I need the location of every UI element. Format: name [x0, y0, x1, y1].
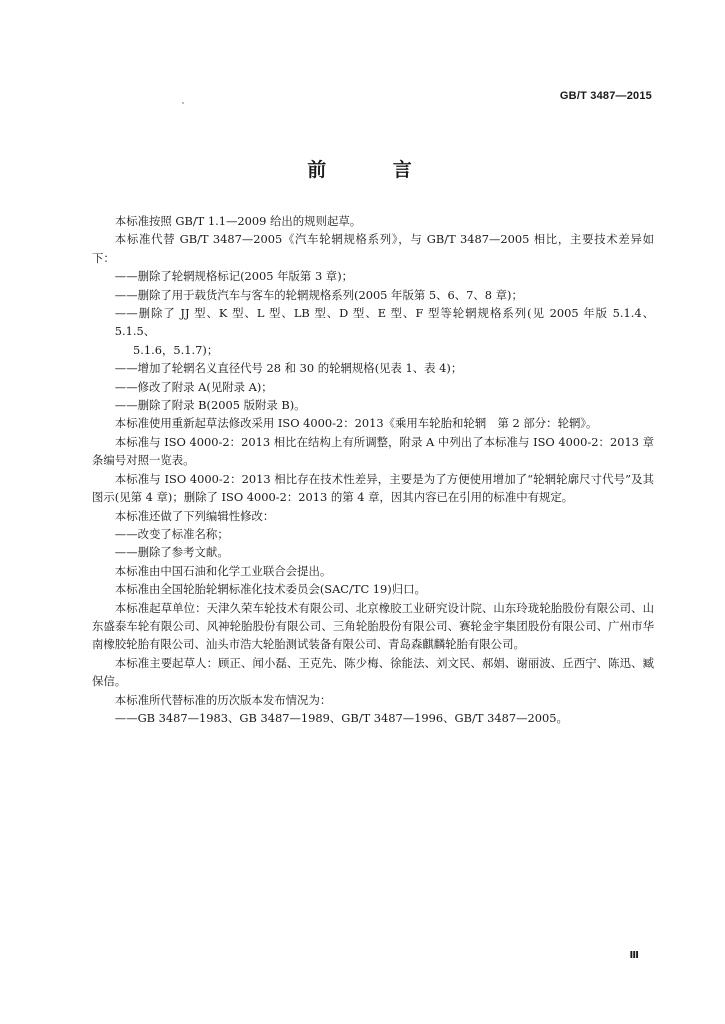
- list-item: ——删除了轮辋规格标记(2005 年版第 3 章)；: [114, 269, 354, 284]
- paragraph-editorial: 本标准还做了下列编辑性修改：: [114, 508, 275, 523]
- paragraph-drafters: 本标准主要起草人：顾正、闻小磊、王克先、陈少梅、徐能法、刘文民、郝娟、谢丽波、丘西宁、陈迅、臧保信。: [92, 655, 654, 689]
- paragraph-replacement: 本标准代替 GB/T 3487—2005《汽车轮辋规格系列》，与 GB/T 3487—2005 相比，主要技术差异如下：: [92, 232, 654, 265]
- list-item: ——改变了标准名称；: [114, 526, 229, 541]
- paragraph-structure: 本标准与 ISO 4000-2：2013 相比在结构上有所调整，附录 A 中列出了本标准与 ISO 4000-2：2013 章条编号对照一览表。: [92, 434, 654, 468]
- list-item: ——修改了附录 A(见附录 A)；: [114, 379, 273, 394]
- paragraph-administered-by: 本标准由全国轮胎轮辋标准化技术委员会(SAC/TC 19)归口。: [114, 582, 426, 597]
- standard-code-header: GB/T 3487—2015: [559, 90, 652, 102]
- list-item: ——删除了附录 B(2005 版附录 B)。: [114, 398, 306, 413]
- paragraph-drafting-rules: 本标准按照 GB/T 1.1—2009 给出的规则起草。: [114, 214, 362, 228]
- paragraph-iso-adoption: 本标准使用重新起草法修改采用 ISO 4000-2：2013《乘用车轮胎和轮辋 第 2 部分：轮辋》。: [114, 416, 598, 431]
- page-number: Ⅲ: [629, 950, 639, 961]
- paragraph-history: 本标准所代替标准的历次版本发布情况为：: [114, 692, 332, 707]
- scan-speck: [182, 102, 184, 104]
- list-item-continuation: 5.1.6，5.1.7)；: [133, 342, 219, 357]
- paragraph-technical-differences: 本标准与 ISO 4000-2：2013 相比存在技术性差异，主要是为了方便使用增加了“轮辋轮廓尺寸代号”及其图示(见第 4 章)；删除了 ISO 4000-2：2013 的第 4 章，因其内容已在引用的标准中有规定。: [92, 471, 654, 505]
- paragraph-drafting-units: 本标准起草单位：天津久荣车轮技术有限公司、北京橡胶工业研究设计院、山东玲珑轮胎股份有限公司、山东盛泰车轮有限公司、风神轮胎股份有限公司、三角轮胎股份有限公司、赛轮金宇集团股份有限公司、广州市华南橡胶轮胎有限公司、汕头市浩大轮胎测试装备有限公司、青岛森麒麟轮胎有限公司。: [92, 600, 654, 652]
- list-item: ——删除了用于载货汽车与客车的轮辋规格系列(2005 年版第 5、6、7、8 章)；: [114, 287, 523, 302]
- list-item: ——GB 3487—1983、GB 3487—1989、GB/T 3487—1996、GB/T 3487—2005。: [114, 710, 568, 725]
- foreword-body: [92, 212, 654, 727]
- page-title: 前 言: [307, 159, 442, 181]
- paragraph-proposed-by: 本标准由中国石油和化学工业联合会提出。: [114, 563, 332, 578]
- list-item: ——删除了参考文献。: [114, 545, 229, 560]
- list-item: ——增加了轮辋名义直径代号 28 和 30 的轮辋规格(见表 1、表 4)；: [114, 361, 463, 376]
- list-item: ——删除了 JJ 型、K 型、L 型、LB 型、D 型、E 型、F 型等轮辋规格系列(见 2005 年版 5.1.4、5.1.5、: [114, 306, 654, 339]
